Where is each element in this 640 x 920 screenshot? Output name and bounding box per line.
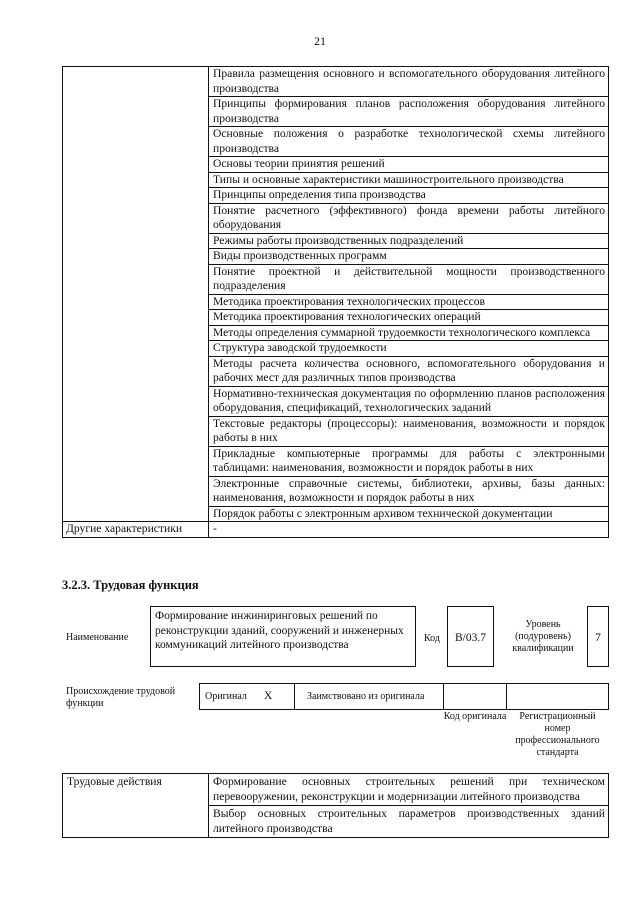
other-characteristics-value: - bbox=[209, 522, 609, 538]
original-cell bbox=[199, 683, 295, 710]
function-name-value: Формирование инжиниринговых решений по реконструкции зданий, сооружений и инженерных коммуникаций литейного производства bbox=[155, 610, 404, 651]
labor-action-item: Формирование основных строительных решений при техническом перевооружении, реконструкции и модернизации литейного производства bbox=[209, 774, 609, 806]
knowledge-item: Текстовые редакторы (процессоры): наименования, возможности и порядок работы в них bbox=[209, 416, 609, 446]
knowledge-item: Прикладные компьютерные программы для работы с электронными таблицами: наименования, возможности и порядок работы в них bbox=[209, 446, 609, 476]
table-row bbox=[63, 522, 609, 538]
page-number: 21 bbox=[314, 34, 326, 48]
origin-label: Происхождение трудовой функции bbox=[66, 686, 176, 709]
other-characteristics-label: Другие характеристики bbox=[63, 522, 209, 538]
knowledge-item: Основные положения о разработке технологической схемы литейного производства bbox=[209, 127, 609, 157]
knowledge-item: Электронные справочные системы, библиотеки, архивы, базы данных: наименования, возможности и порядок работы в них bbox=[209, 476, 609, 506]
code-box bbox=[447, 606, 494, 667]
knowledge-table bbox=[62, 66, 609, 538]
table-row bbox=[63, 67, 609, 97]
name-label: Наименование bbox=[66, 632, 129, 643]
original-mark: X bbox=[264, 690, 273, 702]
knowledge-item: Методика проектирования технологических операций bbox=[209, 310, 609, 326]
knowledge-item: Принципы формирования планов расположения оборудования литейного производства bbox=[209, 97, 609, 127]
knowledge-item: Правила размещения основного и вспомогательного оборудования литейного производства bbox=[209, 67, 609, 97]
level-label: Уровень (подуровень) квалификации bbox=[512, 619, 574, 654]
knowledge-item: Типы и основные характеристики машиностроительного производства bbox=[209, 172, 609, 188]
knowledge-item: Методика проектирования технологических процессов bbox=[209, 294, 609, 310]
reg-number-cell bbox=[506, 683, 609, 710]
knowledge-item: Понятие проектной и действительной мощности производственного подразделения bbox=[209, 264, 609, 294]
left-empty-cell bbox=[63, 67, 209, 522]
labor-action-item: Выбор основных строительных параметров производственных зданий литейного производства bbox=[209, 806, 609, 838]
code-value: B/03.7 bbox=[455, 632, 486, 644]
level-value: 7 bbox=[595, 632, 601, 644]
original-label: Оригинал bbox=[205, 691, 247, 702]
section-title: 3.2.3. Трудовая функция bbox=[62, 578, 199, 592]
labor-actions-table bbox=[62, 773, 609, 838]
knowledge-item: Режимы работы производственных подразделений bbox=[209, 233, 609, 249]
knowledge-item: Виды производственных программ bbox=[209, 249, 609, 265]
knowledge-item: Методы расчета количества основного, вспомогательного оборудования и рабочих мест для различных типов производства bbox=[209, 356, 609, 386]
knowledge-item: Нормативно-техническая документация по оформлению планов расположения оборудования, спецификаций, технологических заданий bbox=[209, 386, 609, 416]
knowledge-item: Понятие расчетного (эффективного) фонда времени работы литейного оборудования bbox=[209, 203, 609, 233]
labor-actions-label: Трудовые действия bbox=[63, 774, 209, 838]
borrowed-label: Заимствовано из оригинала bbox=[307, 691, 425, 702]
reg-number-caption: Регистрационный номер профессионального стандарта bbox=[515, 711, 600, 758]
code-original-caption: Код оригинала bbox=[443, 711, 507, 722]
knowledge-item: Основы теории принятия решений bbox=[209, 157, 609, 173]
knowledge-item: Порядок работы с электронным архивом технической документации bbox=[209, 506, 609, 522]
knowledge-item: Структура заводской трудоемкости bbox=[209, 341, 609, 357]
borrowed-cell bbox=[294, 683, 444, 710]
knowledge-item: Методы определения суммарной трудоемкости технологического комплекса bbox=[209, 325, 609, 341]
function-name-box bbox=[150, 606, 416, 667]
table-row bbox=[63, 774, 609, 806]
code-original-cell bbox=[443, 683, 507, 710]
code-label: Код bbox=[424, 633, 440, 644]
knowledge-item: Принципы определения типа производства bbox=[209, 188, 609, 204]
level-box bbox=[587, 606, 609, 667]
